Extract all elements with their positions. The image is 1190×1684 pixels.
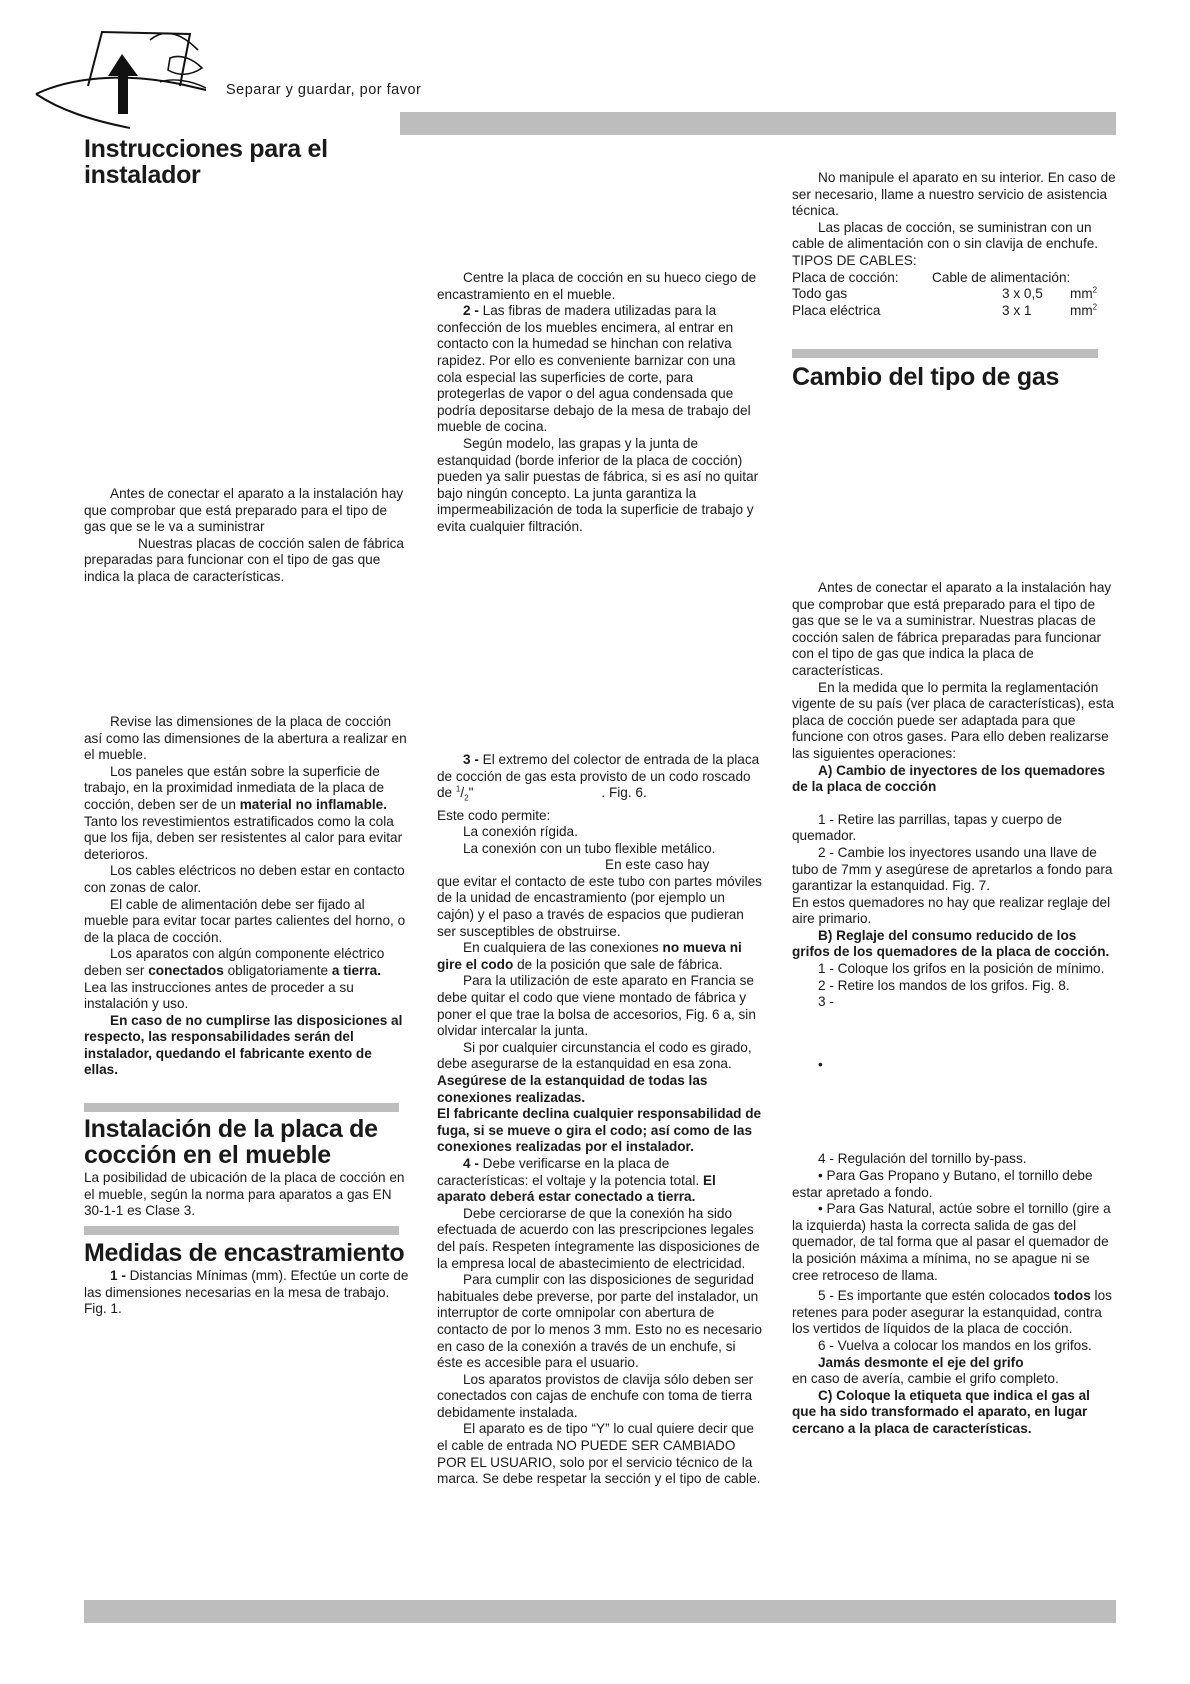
cables-table-row <box>792 286 1117 303</box>
cable-section-unit: $mm^2$ <box>1070 302 1098 318</box>
paragraph: • Para Gas Propano y Butano, el tornillo debe estar apretado a fondo. <box>792 1168 1093 1200</box>
cut-instruction-illustration <box>30 24 210 134</box>
paragraph: Nuestras placas de cocción salen de fábrica preparadas para funcionar con el tipo de gas que indica la placa de características. <box>84 535 404 584</box>
section-heading-instalacion: Instalación de la placa de cocción en el mueble <box>84 1115 378 1169</box>
cables-header-left: Placa de cocción: <box>792 269 899 285</box>
section-heading-cambio-gas: Cambio del tipo de gas <box>792 363 1060 391</box>
bottom-divider-bar <box>84 1600 1116 1623</box>
paragraph: Jamás desmonte el eje del grifo <box>818 1354 1024 1370</box>
paragraph: • Para Gas Natural, actúe sobre el tornillo (gire a la izquierda) hasta la correcta salida de gas del quemador, de tal forma que al pasar el quemador de la posición máxima a mínima, no se apague ni se cree retroceso de llama. <box>792 1201 1111 1283</box>
column-2-bottom <box>437 752 762 1488</box>
bullet-marker: • <box>818 1056 823 1072</box>
paragraph: 2 - Cambie los inyectores usando una llave de tubo de 7mm y asegúrese de apretarlos a fondo para garantizar la estanquidad. Fig. 7. <box>792 844 1113 894</box>
paragraph: 6 - Vuelva a colocar los mandos en los grifos. <box>818 1337 1092 1353</box>
cables-title: TIPOS DE CABLES: <box>792 252 917 268</box>
paragraph: En estos quemadores no hay que realizar reglaje del aire primario. <box>792 894 1111 927</box>
paragraph: El cable de alimentación debe ser fijado al mueble para evitar tocar partes calientes del horno, o de la placa de cocción. <box>84 896 406 945</box>
paragraph: La conexión rígida. <box>463 824 578 840</box>
paragraph: Los cables eléctricos no deben estar en contacto con zonas de calor. <box>84 863 405 895</box>
column-3-top <box>792 170 1117 319</box>
paragraph: Si por cualquier circunstancia el codo es girado, debe asegurarse de la estanquidad en esa zona. Asegúrese de la estanquidad de todas las conexiones realizadas. <box>437 1039 752 1105</box>
paragraph: que evitar el contacto de este tubo con partes móviles de la unidad de encastramiento (por ejemplo un cajón) y el paso a través de espacios que pudieran ser susceptibles de obstruirse. <box>437 873 762 939</box>
paragraph: En cualquiera de las conexiones no mueva ni gire el codo de la posición que sale de fábrica. <box>437 940 742 972</box>
paragraph: En este caso hay <box>605 857 710 873</box>
paragraph: Debe cerciorarse de que la conexión ha sido efectuada de acuerdo con las prescripciones legales del país. Respeten íntegramente las disposiciones de la empresa local de abastecimiento de electricidad. <box>437 1205 760 1271</box>
cables-table-header <box>792 270 1117 287</box>
paragraph: 4 - Debe verificarse en la placa de características: el voltaje y la potencia total. El aparato deberá estar conectado a tierra. <box>437 1155 716 1205</box>
cable-section-value: 3 x 0,5 <box>1002 286 1043 302</box>
gas-check-block <box>84 486 409 586</box>
paragraph: 3 - El extremo del colector de entrada de la placa de cocción de gas esta provisto de un codo roscado de $^1/_2$" . Fig. 6. <box>437 752 760 803</box>
paragraph: 5 - Es importante que estén colocados todos los retenes para poder asegurar la estanquidad, contra los vertidos de líquidos de la placa de cocción. <box>792 1288 1112 1337</box>
paragraph: Para cumplir con las disposiciones de seguridad habituales debe preverse, por parte del instalador, un interruptor de corte omnipolar con abertura de contacto de por lo menos 3 mm. Esto no es necesario en caso de la conexión a través de un enchufe, si éste es accesible para el usuario. <box>437 1272 762 1371</box>
paragraph: Para la utilización de este aparato en Francia se debe quitar el codo que viene montado de fábrica y poner el que trae la bolsa de accesorios, Fig. 6 a, sin olvidar intercalar la junta. <box>437 973 756 1039</box>
section-divider-bar <box>84 1103 399 1112</box>
paragraph: Lea las instrucciones antes de proceder a su instalación y uso. <box>84 979 354 1012</box>
paragraph: La posibilidad de ubicación de la placa de cocción en el mueble, según la norma para aparatos a gas EN 30-1-1 es Clase 3. <box>84 1170 405 1219</box>
column-2-top <box>437 270 762 536</box>
cables-table-row <box>792 303 1117 320</box>
paragraph: Este codo permite: <box>437 807 551 823</box>
paragraph: 2 - Retire los mandos de los grifos. Fig. 8. <box>818 977 1070 993</box>
ubicacion-block <box>84 1170 409 1220</box>
paragraph: Centre la placa de cocción en su hueco ciego de encastramiento en el mueble. <box>437 270 757 302</box>
page-title-line1: Instrucciones para el <box>84 135 328 163</box>
paragraph: 1 - Retire las parrillas, tapas y cuerpo de quemador. <box>792 811 1063 844</box>
page-title <box>84 136 424 188</box>
paragraph: Los paneles que están sobre la superficie de trabajo, en la proximidad inmediata de la placa de cocción, deben ser de un material no inflamable. Tanto los revestimientos estratificados como la cola que los fija, deben ser resistentes al calor para evitar deterioros. <box>84 763 403 862</box>
column-3-bottom <box>792 580 1117 1438</box>
page-title-line2: instalador <box>84 161 201 189</box>
cable-type-label: Todo gas <box>792 286 848 302</box>
paragraph: Según modelo, las grapas y la junta de estanquidad (borde inferior de la placa de cocción) pueden ya salir puestas de fábrica, si es así no quitar bajo ningún concepto. La junta garantiza la impermeabilización de toda la superficie de trabajo y evita cualquier filtración. <box>437 435 759 534</box>
section-divider-bar <box>84 1226 399 1235</box>
paragraph: Antes de conectar el aparato a la instalación hay que comprobar que está preparado para el tipo de gas que se le va a suministrar <box>84 486 404 535</box>
warning-paragraph: En caso de no cumplirse las disposiciones al respecto, las responsabilidades serán del instalador, quedando el fabricante exento de ellas. <box>84 1012 403 1078</box>
paragraph: Los aparatos con algún componente eléctrico deben ser conectados obligatoriamente a tierra. <box>84 946 385 978</box>
paragraph: Antes de conectar el aparato a la instalación hay que comprobar que está preparado para el tipo de gas que se le va a suministrar. Nuestras placas de cocción salen de fábrica preparadas para funcionar con el tipo de gas que indica la placa de características. <box>792 580 1112 678</box>
medidas-block <box>84 1268 409 1318</box>
paragraph: 2 - Las fibras de madera utilizadas para la confección de los muebles encimera, al entrar en contacto con la humedad se hinchan con relativa rapidez. Por ello es conveniente barnizar con una cola especial las superficies de corte, para protegerlas de vapor o del agua condensada que podría depositarse debajo de la mesa de trabajo del mueble de cocina. <box>437 303 751 435</box>
cable-section-unit: $mm^2$ <box>1070 285 1098 302</box>
subheading-b: B) Reglaje del consumo reducido de los grifos de los quemadores de la placa de cocción. <box>792 927 1110 960</box>
paragraph: en caso de avería, cambie el grifo completo. <box>792 1371 1059 1387</box>
header-note: Separar y guardar, por favor <box>226 82 422 98</box>
paragraph: No manipule el aparato en su interior. En caso de ser necesario, llame a nuestro servicio de asistencia técnica. <box>792 170 1116 219</box>
top-divider-bar <box>400 112 1116 135</box>
subheading-a: A) Cambio de inyectores de los quemadores de la placa de cocción <box>792 762 1106 795</box>
cables-header-right: Cable de alimentación: <box>932 269 1071 285</box>
paragraph: En la medida que lo permita la reglamentación vigente de su país (ver placa de características), esta placa de cocción puede ser adaptada para que funcione con otros gases. Para ello deben realizarse las siguientes operaciones: <box>792 679 1114 761</box>
paragraph: Revise las dimensiones de la placa de cocción así como las dimensiones de la abertura a realizar en el mueble. <box>84 714 407 763</box>
section-divider-bar <box>792 349 1098 358</box>
paragraph: 3 - <box>818 994 834 1010</box>
paragraph: El fabricante declina cualquier responsabilidad de fuga, si se mueve o gira el codo; así como de las conexiones realizadas por el instalador. <box>437 1106 762 1155</box>
subheading-c: C) Coloque la etiqueta que indica el gas al que ha sido transformado el aparato, en lugar cercano a la placa de características. <box>792 1387 1090 1436</box>
paragraph: Los aparatos provistos de clavija sólo deben ser conectados con cajas de enchufe con toma de tierra debidamente instalada. <box>437 1371 754 1420</box>
section-heading-medidas: Medidas de encastramiento <box>84 1239 405 1267</box>
paragraph: 4 - Regulación del tornillo by-pass. <box>818 1151 1027 1167</box>
cable-type-label: Placa eléctrica <box>792 302 881 318</box>
paragraph: La conexión con un tubo flexible metálico. <box>463 840 716 856</box>
paragraph: El aparato es de tipo “Y” lo cual quiere decir que el cable de entrada NO PUEDE SER CAMBIADO POR EL USUARIO, solo por el servicio técnico de la marca. Se debe respetar la sección y el tipo de cable. <box>437 1421 761 1487</box>
paragraph: 1 - Distancias Mínimas (mm). Efectúe un corte de las dimensiones necesarias en la mesa de trabajo. Fig. 1. <box>84 1268 409 1317</box>
paragraph: 1 - Coloque los grifos en la posición de mínimo. <box>818 961 1105 977</box>
paragraph: Las placas de cocción, se suministran con un cable de alimentación con o sin clavija de enchufe. <box>792 219 1099 252</box>
cable-section-value: 3 x 1 <box>1002 302 1032 318</box>
column-1-text <box>84 714 409 1079</box>
